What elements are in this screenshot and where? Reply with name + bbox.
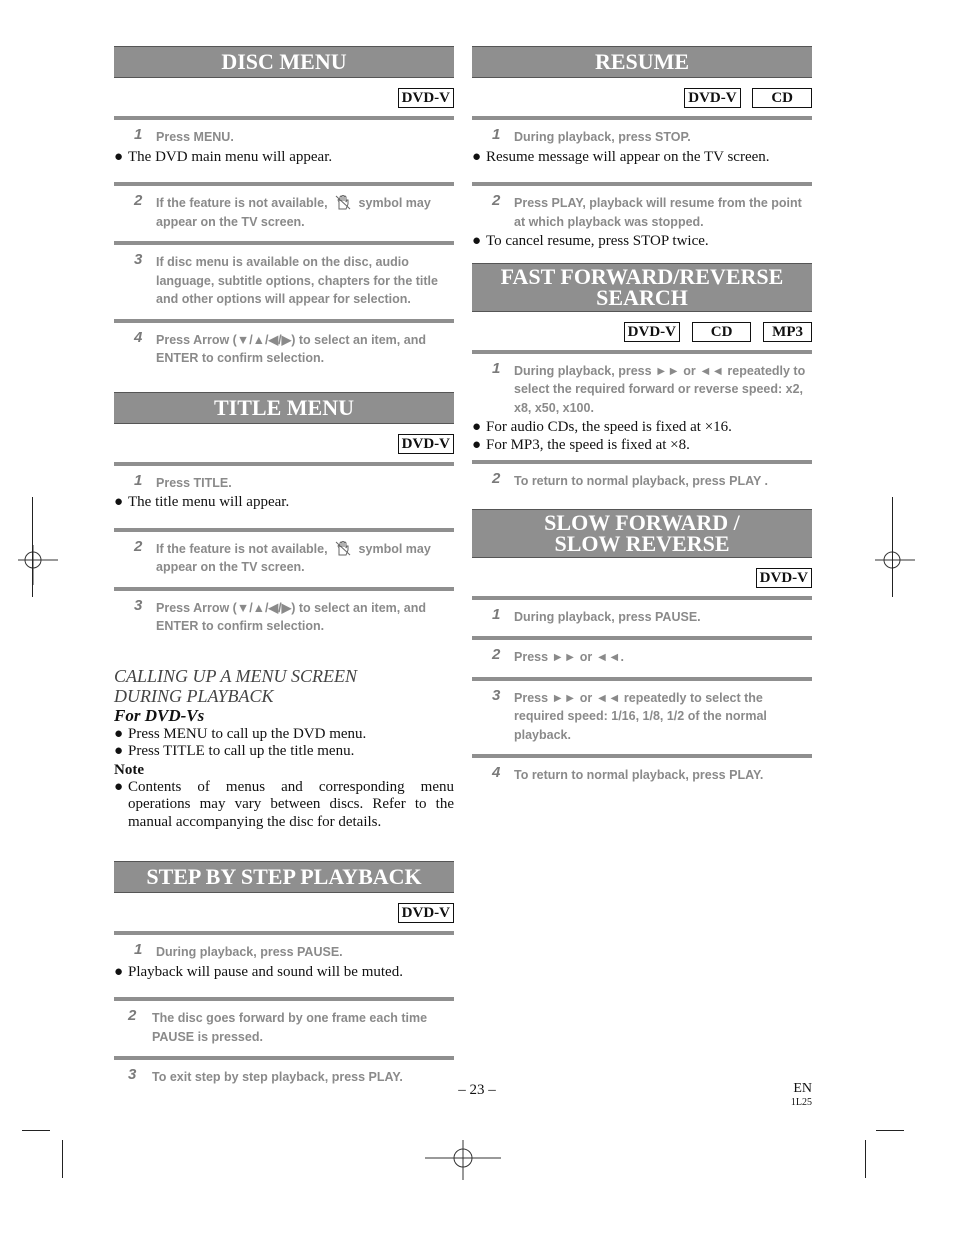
note-text: ● Contents of menus and corresponding menu operations may vary between discs. Refer to the manual accompanying the disc for details.	[114, 778, 454, 830]
disc-menu-step-3	[114, 245, 454, 323]
bullet-dot-icon: ●	[114, 148, 124, 165]
step-text: The disc goes forward by one frame each time PAUSE is pressed.	[152, 1011, 428, 1044]
right-column	[472, 46, 812, 795]
step-number: 1	[492, 605, 501, 623]
step-number: 3	[492, 686, 501, 704]
fast-search-header: FAST FORWARD/REVERSE SEARCH	[472, 263, 812, 312]
step-by-step-step-2	[114, 1001, 454, 1060]
bullet-dot-icon: ●	[114, 494, 124, 510]
title-menu-step-2	[114, 532, 454, 591]
step-number: 1	[134, 471, 143, 489]
crop-line	[62, 1140, 63, 1178]
bullet-dot-icon: ●	[114, 778, 124, 795]
step-text: To exit step by step playback, press PLAY.	[152, 1070, 403, 1084]
disc-menu-step-4	[114, 323, 454, 378]
resume-header: RESUME	[472, 46, 812, 78]
disc-menu-badges	[114, 88, 454, 110]
fast-search-badges	[472, 322, 812, 344]
step-number: 1	[134, 126, 143, 143]
crop-mark-icon	[18, 545, 58, 585]
note-heading: Note	[114, 761, 144, 778]
resume-step-2	[472, 186, 812, 241]
fast-search-step-2	[472, 464, 812, 501]
badge-cd: CD	[752, 88, 812, 108]
bullet-dot-icon: ●	[114, 725, 124, 742]
disc-menu-step-2	[114, 186, 454, 245]
crop-mark-icon	[425, 1140, 501, 1180]
step-number: 1	[134, 941, 143, 958]
bullet-item: ● For MP3, the speed is fixed at ×8.	[472, 436, 690, 453]
slow-step-2	[472, 640, 812, 681]
step-text: During playback, press PAUSE.	[156, 945, 343, 959]
step-number: 4	[492, 764, 501, 781]
crop-mark-icon	[875, 545, 915, 585]
badge-dvd-v: DVD-V	[624, 322, 680, 342]
slow-step-4	[472, 758, 812, 795]
title-menu-header: TITLE MENU	[114, 392, 454, 424]
crop-line	[32, 497, 33, 597]
page-number: – 23 –	[458, 1082, 496, 1098]
step-text: Press TITLE.	[156, 475, 232, 490]
step-number: 1	[492, 359, 501, 377]
step-text: During playback, press ►► or ◄◄ repeatedly to select the required forward or reverse speed: x2, x8, x50, x100.	[514, 363, 806, 415]
step-number: 2	[492, 646, 501, 663]
step-text: During playback, press PAUSE.	[514, 609, 701, 624]
bullet-dot-icon: ●	[472, 233, 482, 249]
fast-search-step-1	[472, 354, 812, 428]
bullet-dot-icon: ●	[472, 436, 482, 453]
badge-dvd-v: DVD-V	[398, 434, 454, 454]
step-by-step-header: STEP BY STEP PLAYBACK	[114, 861, 454, 893]
step-text: Press ►► or ◄◄.	[514, 650, 624, 664]
step-text: To return to normal playback, press PLAY.	[514, 768, 764, 782]
crop-line	[876, 1130, 904, 1131]
step-by-step-step-1	[114, 935, 454, 972]
slow-header: SLOW FORWARD / SLOW REVERSE	[472, 509, 812, 558]
step-text: Press PLAY, playback will resume from the point at which playback was stopped.	[514, 196, 802, 229]
bullet-dot-icon: ●	[114, 963, 124, 980]
title-menu-badges	[114, 434, 454, 456]
slow-step-1	[472, 600, 812, 641]
bullet-dot-icon: ●	[472, 148, 482, 165]
step-text-b: symbol may appear on the TV screen.	[156, 196, 431, 229]
bullet-dot-icon: ●	[114, 743, 124, 759]
badge-dvd-v: DVD-V	[398, 903, 454, 923]
step-text-a: If the feature is not available,	[156, 541, 328, 556]
disc-menu-step-1	[114, 120, 454, 157]
bullet-item: ● Press MENU to call up the DVD menu.	[114, 725, 367, 742]
prohibited-hand-icon	[335, 195, 351, 210]
step-text-b: symbol may appear on the TV screen.	[156, 541, 431, 574]
title-menu-step-3	[114, 591, 454, 646]
badge-dvd-v: DVD-V	[684, 88, 740, 108]
step-number: 2	[134, 537, 143, 555]
step-number: 1	[492, 126, 501, 143]
step-text: Press ►► or ◄◄ repeatedly to select the required speed: 1/16, 1/8, 1/2 of the normal playback.	[514, 690, 767, 742]
left-column	[114, 46, 454, 1097]
step-by-step-badges	[114, 903, 454, 925]
prohibited-hand-icon	[335, 541, 351, 556]
step-number: 3	[134, 596, 143, 614]
step-number: 4	[134, 328, 143, 346]
resume-step-1	[472, 120, 812, 157]
title-menu-step-1	[114, 466, 454, 503]
bullet-dot-icon: ●	[472, 419, 482, 435]
bullet-item: ● For audio CDs, the speed is fixed at ×16.	[472, 419, 732, 435]
crop-line	[22, 1130, 50, 1131]
crop-line	[892, 497, 893, 597]
bullet-item: ● The title menu will appear.	[114, 494, 290, 510]
calling-up-title: CALLING UP A MENU SCREEN DURING PLAYBACK	[114, 665, 358, 706]
crop-line	[865, 1140, 866, 1178]
bullet-item: ● The DVD main menu will appear.	[114, 148, 333, 165]
step-text: During playback, press STOP.	[514, 130, 691, 144]
bullet-item: ● To cancel resume, press STOP twice.	[472, 233, 709, 249]
step-number: 2	[492, 192, 501, 209]
disc-menu-header: DISC MENU	[114, 46, 454, 78]
slow-badges	[472, 568, 812, 590]
step-text: If disc menu is available on the disc, audio language, subtitle options, chapters for the title and other options will appear for selection.	[156, 255, 438, 306]
bullet-item: ● Resume message will appear on the TV screen.	[472, 148, 770, 165]
footer-lang: EN 1L25	[790, 1081, 812, 1108]
badge-cd: CD	[692, 322, 752, 342]
step-text: Press Arrow (▼/▲/◀/▶) to select an item, and ENTER to confirm selection.	[156, 600, 426, 633]
step-number: 2	[128, 1007, 137, 1024]
step-number: 2	[134, 192, 143, 209]
step-number: 3	[128, 1066, 137, 1083]
bullet-item: ● Playback will pause and sound will be muted.	[114, 963, 403, 980]
step-text: Press MENU.	[156, 130, 234, 144]
for-dvd-heading: For DVD-Vs	[114, 705, 205, 725]
step-text-a: If the feature is not available,	[156, 196, 328, 210]
resume-badges	[472, 88, 812, 110]
badge-mp3: MP3	[763, 322, 812, 342]
bullet-item: ● Press TITLE to call up the title menu.	[114, 743, 355, 759]
step-text: Press Arrow (▼/▲/◀/▶) to select an item, and ENTER to confirm selection.	[156, 332, 426, 365]
badge-dvd-v: DVD-V	[398, 88, 454, 108]
slow-step-3	[472, 681, 812, 759]
step-number: 2	[492, 470, 501, 487]
badge-dvd-v: DVD-V	[756, 568, 812, 588]
step-text: To return to normal playback, press PLAY .	[514, 474, 769, 488]
step-number: 3	[134, 251, 143, 268]
